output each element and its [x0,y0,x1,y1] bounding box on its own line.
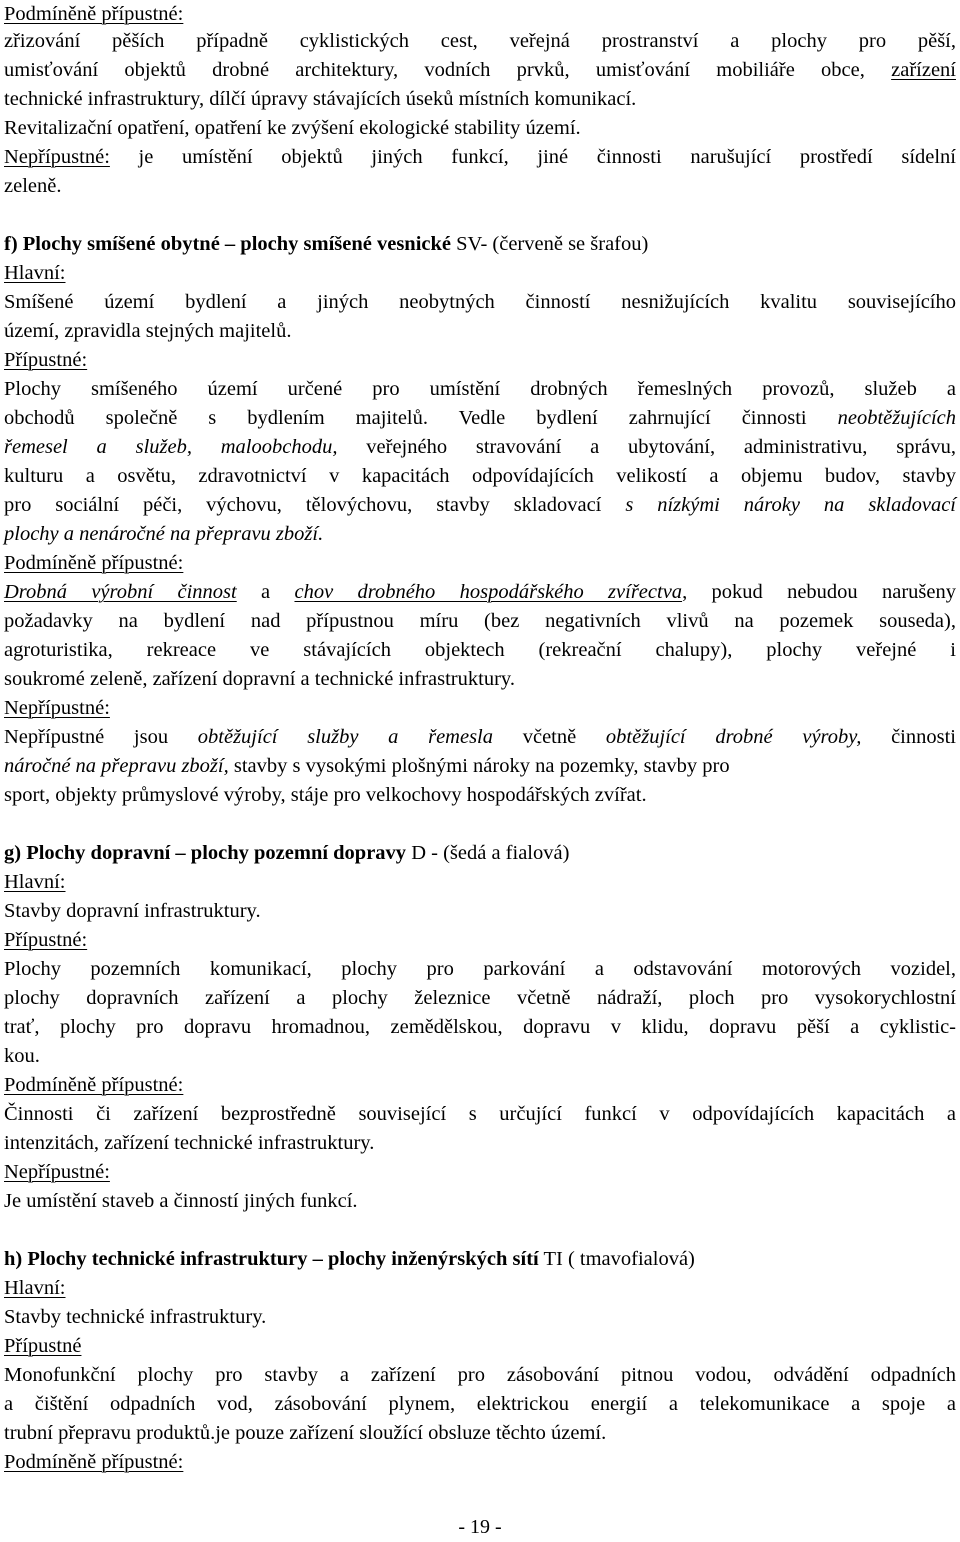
text-span: Monofunkční plochy pro stavby a zařízení pro zásobování pitnou vodou, odvádění odpadních [4,1364,956,1386]
text-span: Stavby dopravní infrastruktury. [4,900,261,922]
page-number: - 19 - [458,1516,502,1538]
text-line [4,1361,956,1390]
text-line [4,462,956,491]
text-line [4,752,730,781]
section-label: Podmíněně přípustné: [4,1074,184,1096]
text-span: stavby s vysokými plošnými nároky na pozemky, stavby pro [228,755,730,777]
text-span: trať, plochy pro dopravu hromadnou, zemědělskou, dopravu v klidu, dopravu pěší a cyklistic- [4,1016,956,1038]
section-heading: f) Plochy smíšené obytné – plochy smíšené vesnické [4,233,451,255]
text-span: Drobná výrobní činnost [4,581,237,603]
text-line [4,1332,81,1361]
text-line [4,694,110,723]
text-line [4,143,956,172]
text-line [4,1013,956,1042]
section-label: Hlavní: [4,871,66,893]
text-span: veřejného stravování a ubytování, administrativu, správu, [337,436,956,458]
text-span: požadavky na bydlení nad přípustnou míru (bez negativních vlivů na pozemek souseda), [4,610,956,632]
text-line [4,56,956,85]
section-label: Podmíněně přípustné: [4,1451,184,1473]
text-span: Smíšené území bydlení a jiných neobytných činností nesnižujících kvalitu souvisejícího [4,291,956,313]
text-span: náročné na přepravu zboží, [4,755,229,777]
text-span: řemesel a služeb, maloobchodu, [4,436,338,458]
text-line [4,636,956,665]
text-line [4,230,648,259]
text-line [4,1303,266,1332]
text-line [4,288,956,317]
text-span: umisťování objektů drobné architektury, vodních prvků, umisťování mobiliáře obce, [4,59,892,81]
text-span: je umístění objektů jiných funkcí, jiné činnosti narušující prostředí sídelní [109,146,956,168]
text-span: Je umístění staveb a činností jiných funkcí. [4,1190,358,1212]
section-label: Přípustné [4,1335,82,1357]
text-span: intenzitách, zařízení technické infrastruktury. [4,1132,375,1154]
text-span: pro sociální péči, výchovu, tělovýchovu, stavby skladovací [4,494,626,516]
section-label: Nepřípustné: [4,1161,110,1183]
text-line [4,1100,956,1129]
section-label: Podmíněně přípustné: [4,552,184,574]
text-span: zřizování pěších případně cyklistických cest, veřejná prostranství a plochy pro pěší, [4,30,956,52]
section-label: Nepřípustné: [4,697,110,719]
text-span: kulturu a osvětu, zdravotnictví v kapacitách odpovídajících velikostí a objemu budov, stavby [4,465,956,487]
text-span: zeleně. [4,175,62,197]
text-line [4,85,636,114]
text-span: TI ( tmavofialová) [538,1248,695,1270]
text-line [4,1274,66,1303]
text-span: obtěžující drobné výroby, [605,726,862,748]
text-span: SV- (červeně se šrafou) [451,233,649,255]
text-span: Plochy pozemních komunikací, plochy pro parkování a odstavování motorových vozidel, [4,958,956,980]
text-line [4,114,581,143]
text-span: Revitalizační opatření, opatření ke zvýšení ekologické stability území. [4,117,581,139]
text-line [4,723,956,752]
section-label: Hlavní: [4,1277,66,1299]
text-line [4,1419,606,1448]
text-line [4,839,569,868]
text-line [4,1390,956,1419]
text-line [4,549,183,578]
text-span: plochy dopravních zařízení a plochy železnice včetně nádraží, ploch pro vysokorychlostní [4,987,956,1009]
section-label: Hlavní: [4,262,66,284]
text-span: Stavby technické infrastruktury. [4,1306,267,1328]
text-line [4,259,66,288]
text-span: zařízení [891,59,956,81]
text-line [4,520,323,549]
text-line [4,0,183,29]
text-line [4,607,956,636]
text-line [4,868,66,897]
text-span: technické infrastruktury, dílčí úpravy stávajících úseků místních komunikací. [4,88,637,110]
text-span: území, zpravidla stejných majitelů. [4,320,292,342]
text-span: D - (šedá a fialová) [406,842,570,864]
text-span: obtěžující služby a řemesla [197,726,494,748]
section-heading: g) Plochy dopravní – plochy pozemní dopravy [4,842,407,864]
text-line [4,404,956,433]
text-line [4,781,647,810]
text-line [4,1042,40,1071]
text-line [4,1245,695,1274]
text-line [4,984,956,1013]
text-span: plochy a nenáročné na přepravu zboží. [4,523,324,545]
text-line [4,317,291,346]
text-line [4,578,956,607]
section-label: Nepřípustné: [4,146,110,168]
text-span: , pokud nebudou narušeny [682,581,956,603]
text-span: a čištění odpadních vod, zásobování plynem, elektrickou energií a telekomunikace a spoje a [4,1393,956,1415]
text-line [4,897,261,926]
text-line [4,926,87,955]
text-span: obchodů společně s bydlením majitelů. Vedle bydlení zahrnující činnosti [4,407,838,429]
text-span: Plochy smíšeného území určené pro umístění drobných řemeslných provozů, služeb a [4,378,956,400]
text-line [4,955,956,984]
text-span: Nepřípustné jsou [4,726,198,748]
section-label: Přípustné: [4,929,88,951]
text-line [4,491,956,520]
text-span: činnosti [861,726,956,748]
text-span: a [236,581,295,603]
text-line [4,433,956,462]
text-span: sport, objekty průmyslové výroby, stáje pro velkochovy hospodářských zvířat. [4,784,647,806]
text-line [4,1448,183,1477]
text-line [4,1129,374,1158]
text-line [4,172,61,201]
text-span: s nízkými nároky na skladovací [625,494,956,516]
section-label: Přípustné: [4,349,88,371]
text-span: včetně [493,726,606,748]
text-span: agroturistika, rekreace ve stávajících objektech (rekreační chalupy), plochy veřejné i [4,639,956,661]
text-span: neobtěžujících [837,407,956,429]
section-heading: h) Plochy technické infrastruktury – plochy inženýrských sítí [4,1248,539,1270]
text-span: trubní přepravu produktů.je pouze zařízení sloužící obsluze těchto území. [4,1422,607,1444]
text-line [4,1071,183,1100]
text-line [4,665,515,694]
text-line [4,1187,358,1216]
text-span: soukromé zeleně, zařízení dopravní a technické infrastruktury. [4,668,515,690]
text-span: Činnosti či zařízení bezprostředně související s určující funkcí v odpovídajících kapacitách a [4,1103,956,1125]
section-label: Podmíněně přípustné: [4,3,184,25]
text-line [4,375,956,404]
text-line [4,27,956,56]
text-line [4,346,87,375]
text-span: kou. [4,1045,40,1067]
text-span: chov drobného hospodářského zvířectva [294,581,683,603]
text-line [4,1158,110,1187]
